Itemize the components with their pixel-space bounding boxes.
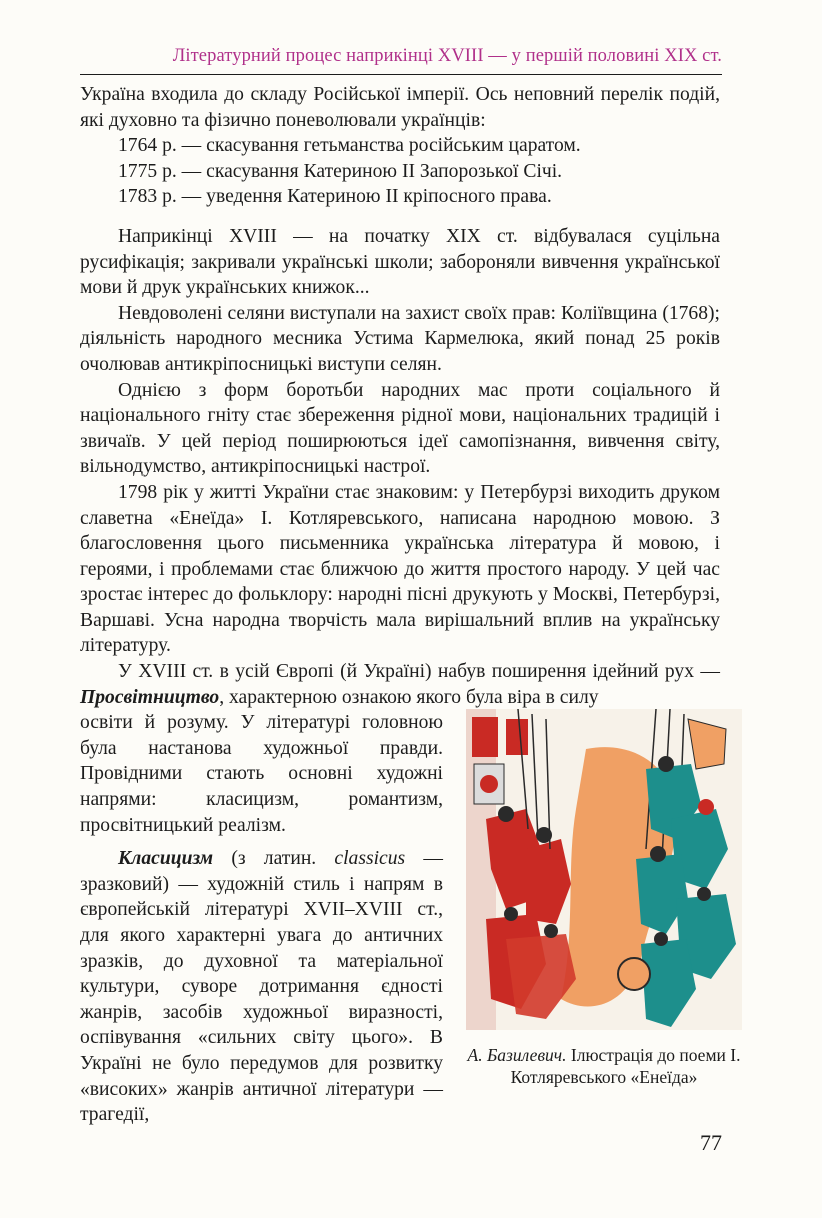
enlightenment-text-start: У XVIII ст. в усій Європі (й Україні) набув поширення ідейний рух — [118, 661, 720, 683]
classicism-text-a: (з латин. [213, 848, 335, 870]
paragraph-resistance: Однією з форм боротьби народних мас проти соціального й національного гніту стає збереження рідної мови, національних традицій і звичаїв. У цей період поширюються ідеї самопізнання, вивчення світу, вільнодумство, антикріпосницькі настрої. [80, 379, 720, 478]
enlightenment-continued: освіти й розуму. У літературі головною була настанова художньої правди. Провідними стають основні художні напрями: класицизм, романтизм, просвітницький реалізм. [80, 712, 443, 836]
term-classicism: Класицизм [118, 848, 214, 870]
event-item: 1764 р. — скасування гетьманства російським царатом. [118, 135, 581, 157]
enlightenment-text-rest: , характерною ознакою якого була віра в силу [219, 686, 599, 708]
intro-paragraph: Україна входила до складу Російської імперії. Ось неповний перелік подій, які духовно та фізично поневолювали українців: [80, 84, 720, 131]
paragraph-eneida-1798: 1798 рік у житті України стає знаковим: у Петербурзі виходить друком славетна «Енеїда» І. Котляревського, написана народною мовою. З благословення цього письменника українська література й мовою, і героями, і проблемами стає ближчою до життя простого народу. У цей час зростає інтерес до фольклору: народні пісні друкують у Москві, Петербурзі, Варшаві. Усна народна творчість мала вирішальний вплив на українську літературу. [80, 481, 720, 657]
running-header: Літературний процес наприкінці XVIII — у першій половині ХІХ ст. [172, 46, 722, 66]
caption-text: Ілюстрація до поеми І. Котляревського «Енеїда» [510, 1045, 741, 1087]
eneida-illustration [466, 709, 742, 1030]
classicism-text-b: — зразковий) — художній стиль і напрям в європейській літературі XVII–XVIII ст., для якого характерні увага до античних зразків, до духовної та матеріальної культури, суворе дотримання єдності жанрів, засобів художньої виразності, оспівування «сильних світу цього». В Україні не було передумов для розвитку «високих» жанрів античної літератури — трагедії, [80, 848, 443, 1126]
figure-caption [462, 1044, 746, 1088]
left-column [80, 710, 443, 1128]
caption-author: А. Базилевич. [467, 1045, 567, 1065]
header-rule [80, 74, 722, 75]
latin-term: classicus [334, 848, 406, 870]
paragraph-peasants: Невдоволені селяни виступали на захист своїх прав: Коліївщина (1768); діяльність народного месника Устима Кармелюка, який понад 25 років очолював антикріпосницькі виступи селян. [80, 302, 720, 375]
event-item: 1783 р. — уведення Катериною II кріпосного права. [118, 186, 552, 208]
event-item: 1775 р. — скасування Катериною II Запорозької Січі. [118, 160, 563, 182]
term-enlightenment: Просвітництво [80, 686, 220, 708]
paragraph-classicism [80, 846, 443, 1128]
illustration-art [466, 709, 742, 1030]
paragraph-russification: Наприкінці XVIII — на початку ХІХ ст. відбувалася суцільна русифікація; закривали українські школи; забороняли вивчення української мови й друк українських книжок... [80, 225, 720, 299]
paragraph-enlightenment [80, 659, 720, 710]
page-number: 77 [700, 1130, 722, 1155]
